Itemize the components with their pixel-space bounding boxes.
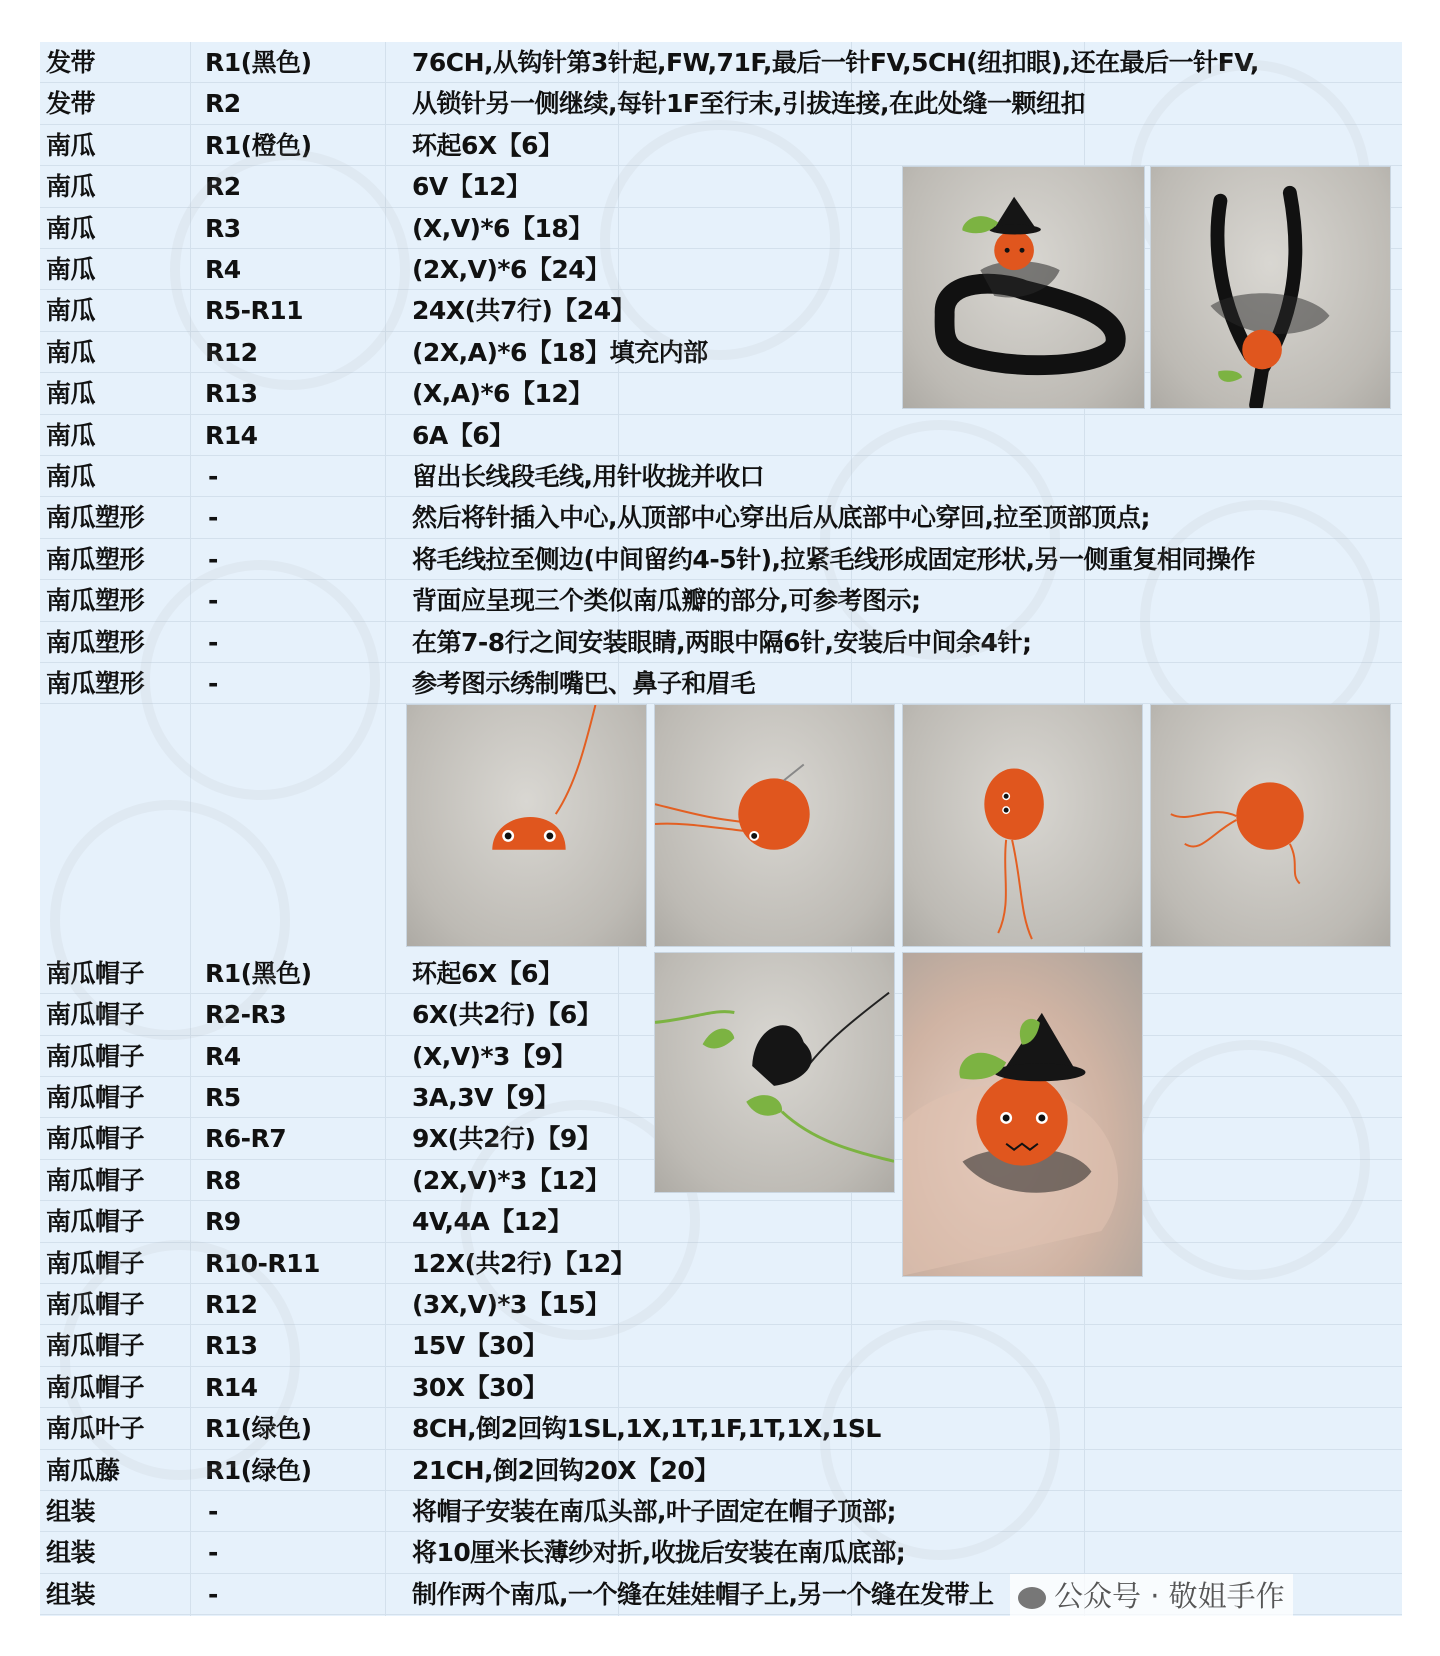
table-row [40,83,1402,124]
round-cell: R2 [205,172,241,202]
footer-text: 公众号 · 敬姐手作 [1054,1579,1285,1613]
part-cell: 南瓜帽子 [46,1248,145,1278]
round-cell: - [208,627,218,657]
footer-caption [1010,1574,1293,1618]
table-row [40,622,1402,663]
part-cell: 南瓜塑形 [46,669,145,698]
instruction-cell: 76CH,从钩针第3针起,FW,71F,最后一针FV,5CH(纽扣眼),还在最后一针FV, [412,48,1259,77]
instruction-cell: 从锁针另一侧继续,每针1F至行末,引拔连接,在此处缝一颗纽扣 [412,89,1085,119]
instruction-cell: 15V【30】 [412,1331,548,1361]
round-cell: R5 [205,1083,241,1112]
round-cell: R6-R7 [205,1124,287,1154]
round-cell: R4 [205,255,241,284]
part-cell: 发带 [46,48,96,77]
shaping-step3-photo [902,704,1143,947]
instruction-cell: 然后将针插入中心,从顶部中心穿出后从底部中心穿回,拉至顶部顶点; [412,503,1150,533]
round-cell: R8 [205,1165,241,1195]
instruction-cell: 6V【12】 [412,172,531,202]
round-cell: R1(黑色) [205,48,312,77]
round-cell: - [208,1538,218,1568]
round-cell: R2-R3 [205,1000,287,1030]
instruction-cell: 9X(共2行)【9】 [412,1124,602,1154]
instruction-cell: (3X,V)*3【15】 [412,1290,610,1319]
shaping-step4-photo [1150,704,1391,947]
instruction-cell: 21CH,倒2回钩20X【20】 [412,1455,719,1485]
instruction-cell: 24X(共7行)【24】 [412,296,636,326]
part-cell: 南瓜帽子 [46,1372,145,1402]
part-cell: 南瓜 [46,296,96,326]
instruction-cell: 留出长线段毛线,用针收拢并收口 [412,462,764,491]
table-row [40,663,1402,704]
table-row [40,580,1402,621]
table-row [40,125,1402,166]
table-row [40,497,1402,538]
round-cell: R3 [205,213,241,243]
round-cell: R2 [205,89,241,119]
instruction-cell: 背面应呈现三个类似南瓜瓣的部分,可参考图示; [412,586,921,616]
instruction-cell: 3A,3V【9】 [412,1083,559,1112]
instruction-cell: 30X【30】 [412,1372,548,1402]
table-row [40,1284,1402,1325]
part-cell: 南瓜帽子 [46,1331,145,1361]
instruction-cell: 8CH,倒2回钩1SL,1X,1T,1F,1T,1X,1SL [412,1414,881,1444]
round-cell: R9 [205,1207,241,1237]
round-cell: - [208,1497,218,1526]
part-cell: 南瓜 [46,213,96,243]
round-cell: R1(绿色) [205,1414,312,1444]
instruction-cell: 6A【6】 [412,420,514,450]
table-row [40,1532,1402,1573]
table-row [40,1243,1402,1284]
round-cell: R12 [205,337,258,367]
part-cell: 南瓜 [46,172,96,202]
instruction-cell: (X,V)*6【18】 [412,213,593,243]
round-cell: - [208,503,218,533]
table-row [40,1408,1402,1449]
instruction-cell: 4V,4A【12】 [412,1207,573,1237]
instruction-cell: 制作两个南瓜,一个缝在娃娃帽子上,另一个缝在发带上 [412,1579,994,1609]
instruction-cell: 将10厘米长薄纱对折,收拢后安装在南瓜底部; [412,1538,906,1568]
shaping-step1-photo [406,704,647,947]
table-row [40,1325,1402,1366]
part-cell: 南瓜帽子 [46,1290,145,1319]
part-cell: 南瓜叶子 [46,1414,145,1444]
round-cell: R13 [205,1331,258,1361]
table-row [40,415,1402,456]
table-row [40,42,1402,83]
round-cell: R4 [205,1041,241,1071]
round-cell: R10-R11 [205,1248,320,1278]
round-cell: - [208,544,218,574]
round-cell: R1(黑色) [205,958,312,988]
shaping-step2-photo [654,704,895,947]
instruction-cell: 将毛线拉至侧边(中间留约4-5针),拉紧毛线形成固定形状,另一侧重复相同操作 [412,544,1256,574]
headband-photo [902,166,1145,409]
part-cell: 南瓜 [46,337,96,367]
part-cell: 南瓜塑形 [46,627,145,657]
instruction-cell: 6X(共2行)【6】 [412,1000,602,1030]
part-cell: 南瓜塑形 [46,503,145,533]
part-cell: 南瓜 [46,130,96,160]
instruction-cell: 将帽子安装在南瓜头部,叶子固定在帽子顶部; [412,1497,896,1526]
part-cell: 南瓜帽子 [46,1165,145,1195]
table-row [40,1201,1402,1242]
round-cell: R5-R11 [205,296,304,326]
part-cell: 南瓜帽子 [46,1083,145,1112]
instruction-cell: (2X,A)*6【18】填充内部 [412,337,708,367]
finished-pumpkin-photo [902,952,1143,1277]
part-cell: 组装 [46,1579,96,1609]
part-cell: 南瓜塑形 [46,586,145,616]
instruction-cell: 在第7-8行之间安装眼睛,两眼中隔6针,安装后中间余4针; [412,627,1032,657]
part-cell: 南瓜塑形 [46,544,145,574]
round-cell: - [208,669,218,698]
headband-open-photo [1150,166,1391,409]
instruction-cell: 参考图示绣制嘴巴、鼻子和眉毛 [412,669,756,698]
round-cell: R12 [205,1290,258,1319]
part-cell: 南瓜帽子 [46,1124,145,1154]
part-cell: 南瓜帽子 [46,1041,145,1071]
instruction-cell: (X,A)*6【12】 [412,379,593,409]
instruction-cell: (X,V)*3【9】 [412,1041,576,1071]
table-row [40,456,1402,497]
part-cell: 发带 [46,89,96,119]
round-cell: R14 [205,1372,258,1402]
round-cell: R14 [205,420,258,450]
round-cell: R1(绿色) [205,1455,312,1485]
part-cell: 南瓜帽子 [46,1207,145,1237]
instruction-cell: (2X,V)*3【12】 [412,1165,610,1195]
round-cell: R13 [205,379,258,409]
instruction-cell: (2X,V)*6【24】 [412,255,610,284]
part-cell: 南瓜 [46,462,96,491]
part-cell: 组装 [46,1497,96,1526]
round-cell: - [208,1579,218,1609]
part-cell: 南瓜帽子 [46,1000,145,1030]
part-cell: 组装 [46,1538,96,1568]
table-row [40,1450,1402,1491]
wechat-icon [1018,1587,1046,1609]
part-cell: 南瓜 [46,420,96,450]
part-cell: 南瓜藤 [46,1455,120,1485]
part-cell: 南瓜 [46,255,96,284]
instruction-cell: 环起6X【6】 [412,958,563,988]
part-cell: 南瓜帽子 [46,958,145,988]
part-cell: 南瓜 [46,379,96,409]
round-cell: - [208,586,218,616]
table-row [40,1367,1402,1408]
hat-leaves-photo [654,952,895,1193]
instruction-cell: 环起6X【6】 [412,130,563,160]
round-cell: - [208,462,218,491]
table-row [40,539,1402,580]
instruction-cell: 12X(共2行)【12】 [412,1248,636,1278]
round-cell: R1(橙色) [205,130,312,160]
table-row [40,1491,1402,1532]
